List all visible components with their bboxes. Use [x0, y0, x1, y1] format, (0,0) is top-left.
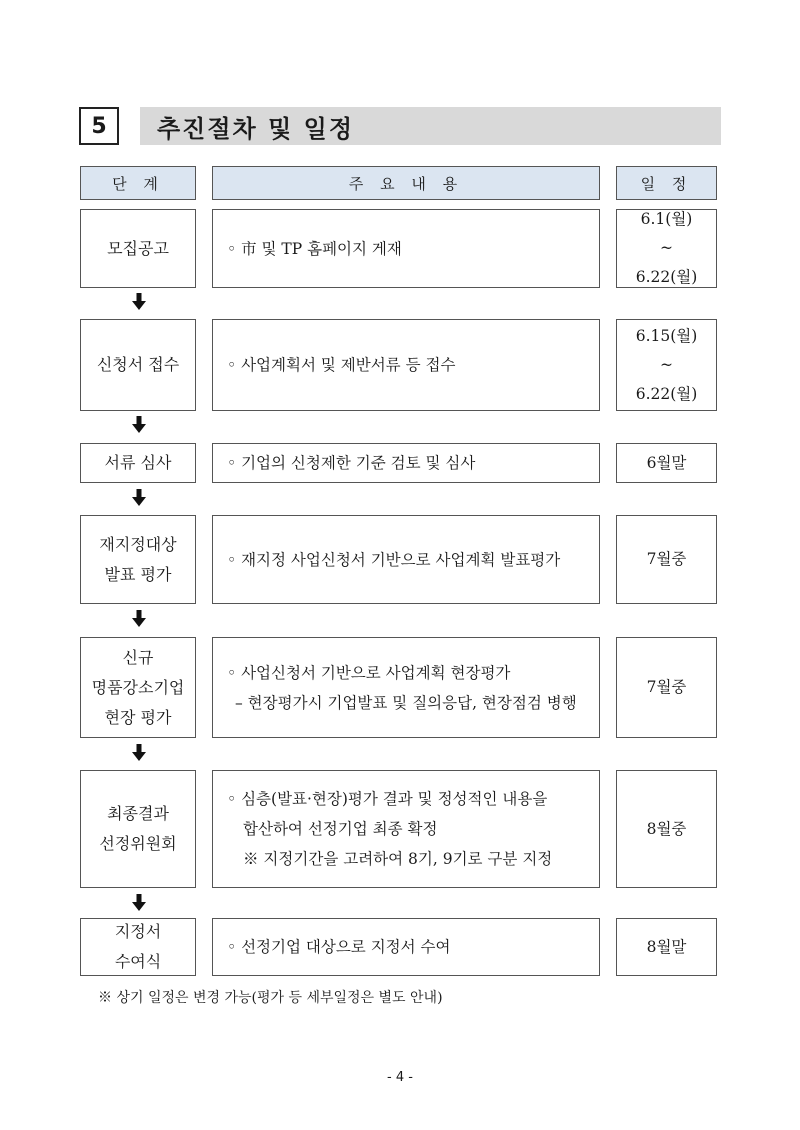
step-1-stage-line: 모집공고	[107, 238, 169, 258]
step-2-stage-line: 신청서 접수	[96, 355, 180, 374]
step-3-content-line: ◦ 기업의 신청제한 기준 검토 및 심사	[227, 454, 476, 472]
header-schedule: 일 정	[616, 166, 717, 200]
step-2-stage	[80, 319, 196, 411]
step-2-schedule-tilde: ~	[660, 355, 673, 374]
step-7-stage	[80, 918, 196, 976]
step-6-schedule	[616, 770, 717, 888]
step-4-stage-line-1: 재지정대상	[99, 534, 177, 554]
step-4-content	[212, 515, 600, 604]
down-arrow-icon	[131, 894, 147, 912]
step-2-content-line: ◦ 사업계획서 및 제반서류 등 접수	[227, 356, 456, 374]
step-6-content-line-3: ※ 지정기간을 고려하여 8기, 9기로 구분 지정	[243, 850, 553, 868]
section-number: 5	[79, 107, 119, 145]
page-number: - 4 -	[387, 1070, 413, 1085]
step-5-content-line-1: ◦ 사업신청서 기반으로 사업계획 현장평가	[227, 663, 511, 682]
step-7-schedule	[616, 918, 717, 976]
step-3-stage-line: 서류 심사	[104, 453, 172, 472]
step-1-schedule-tilde: ~	[660, 239, 673, 257]
step-5-stage-line-1: 신규	[122, 647, 154, 667]
step-6-schedule-value: 8월중	[646, 819, 687, 838]
step-7-stage-line-2: 수여식	[114, 952, 162, 971]
step-4-schedule	[616, 515, 717, 604]
footnote: ※ 상기 일정은 변경 가능(평가 등 세부일정은 별도 안내)	[98, 990, 443, 1006]
step-2-schedule-start: 6.15(월)	[635, 326, 698, 345]
header-content: 주 요 내 용	[212, 166, 600, 200]
header-stage: 단 계	[80, 166, 196, 200]
step-5-content-line-2: – 현장평가시 기업발표 및 질의응답, 현장점검 병행	[235, 693, 577, 712]
step-2-schedule-end: 6.22(월)	[635, 384, 698, 403]
step-5-schedule-value: 7월중	[646, 678, 687, 696]
step-1-schedule-start: 6.1(월)	[640, 210, 693, 228]
step-7-content	[212, 918, 600, 976]
step-6-content-line-1: ◦ 심층(발표·현장)평가 결과 및 정성적인 내용을	[227, 790, 548, 808]
step-4-schedule-value: 7월중	[646, 550, 687, 568]
step-5-content	[212, 637, 600, 738]
step-5-schedule	[616, 637, 717, 738]
step-4-content-line: ◦ 재지정 사업신청서 기반으로 사업계획 발표평가	[227, 550, 561, 569]
down-arrow-icon	[131, 610, 147, 628]
down-arrow-icon	[131, 416, 147, 434]
step-3-schedule	[616, 443, 717, 483]
step-1-content	[212, 209, 600, 288]
step-2-schedule	[616, 319, 717, 411]
step-3-content	[212, 443, 600, 483]
section-title-bar	[140, 107, 721, 145]
step-6-content-line-2: 합산하여 선정기업 최종 확정	[243, 820, 438, 838]
step-4-stage	[80, 515, 196, 604]
step-4-stage-line-2: 발표 평가	[104, 564, 172, 584]
down-arrow-icon	[131, 744, 147, 762]
step-5-stage-line-2: 명품강소기업	[91, 677, 185, 697]
step-3-schedule-value: 6월말	[646, 453, 687, 472]
step-3-stage	[80, 443, 196, 483]
step-7-schedule-value: 8월말	[646, 937, 687, 956]
step-5-stage-line-3: 현장 평가	[104, 707, 172, 727]
step-1-schedule	[616, 209, 717, 288]
step-1-schedule-end: 6.22(월)	[635, 268, 698, 286]
step-1-content-line: ◦ 市 및 TP 홈페이지 게재	[227, 239, 402, 258]
step-6-stage-line-2: 선정위원회	[99, 834, 177, 853]
step-7-stage-line-1: 지정서	[114, 922, 162, 941]
step-7-content-line: ◦ 선정기업 대상으로 지정서 수여	[227, 938, 451, 956]
section-title: 추진절차 및 일정	[157, 114, 354, 143]
step-1-stage	[80, 209, 196, 288]
down-arrow-icon	[131, 293, 147, 311]
step-2-content	[212, 319, 600, 411]
down-arrow-icon	[131, 489, 147, 507]
step-5-stage	[80, 637, 196, 738]
step-6-stage-line-1: 최종결과	[107, 804, 169, 823]
step-6-stage	[80, 770, 196, 888]
step-6-content	[212, 770, 600, 888]
